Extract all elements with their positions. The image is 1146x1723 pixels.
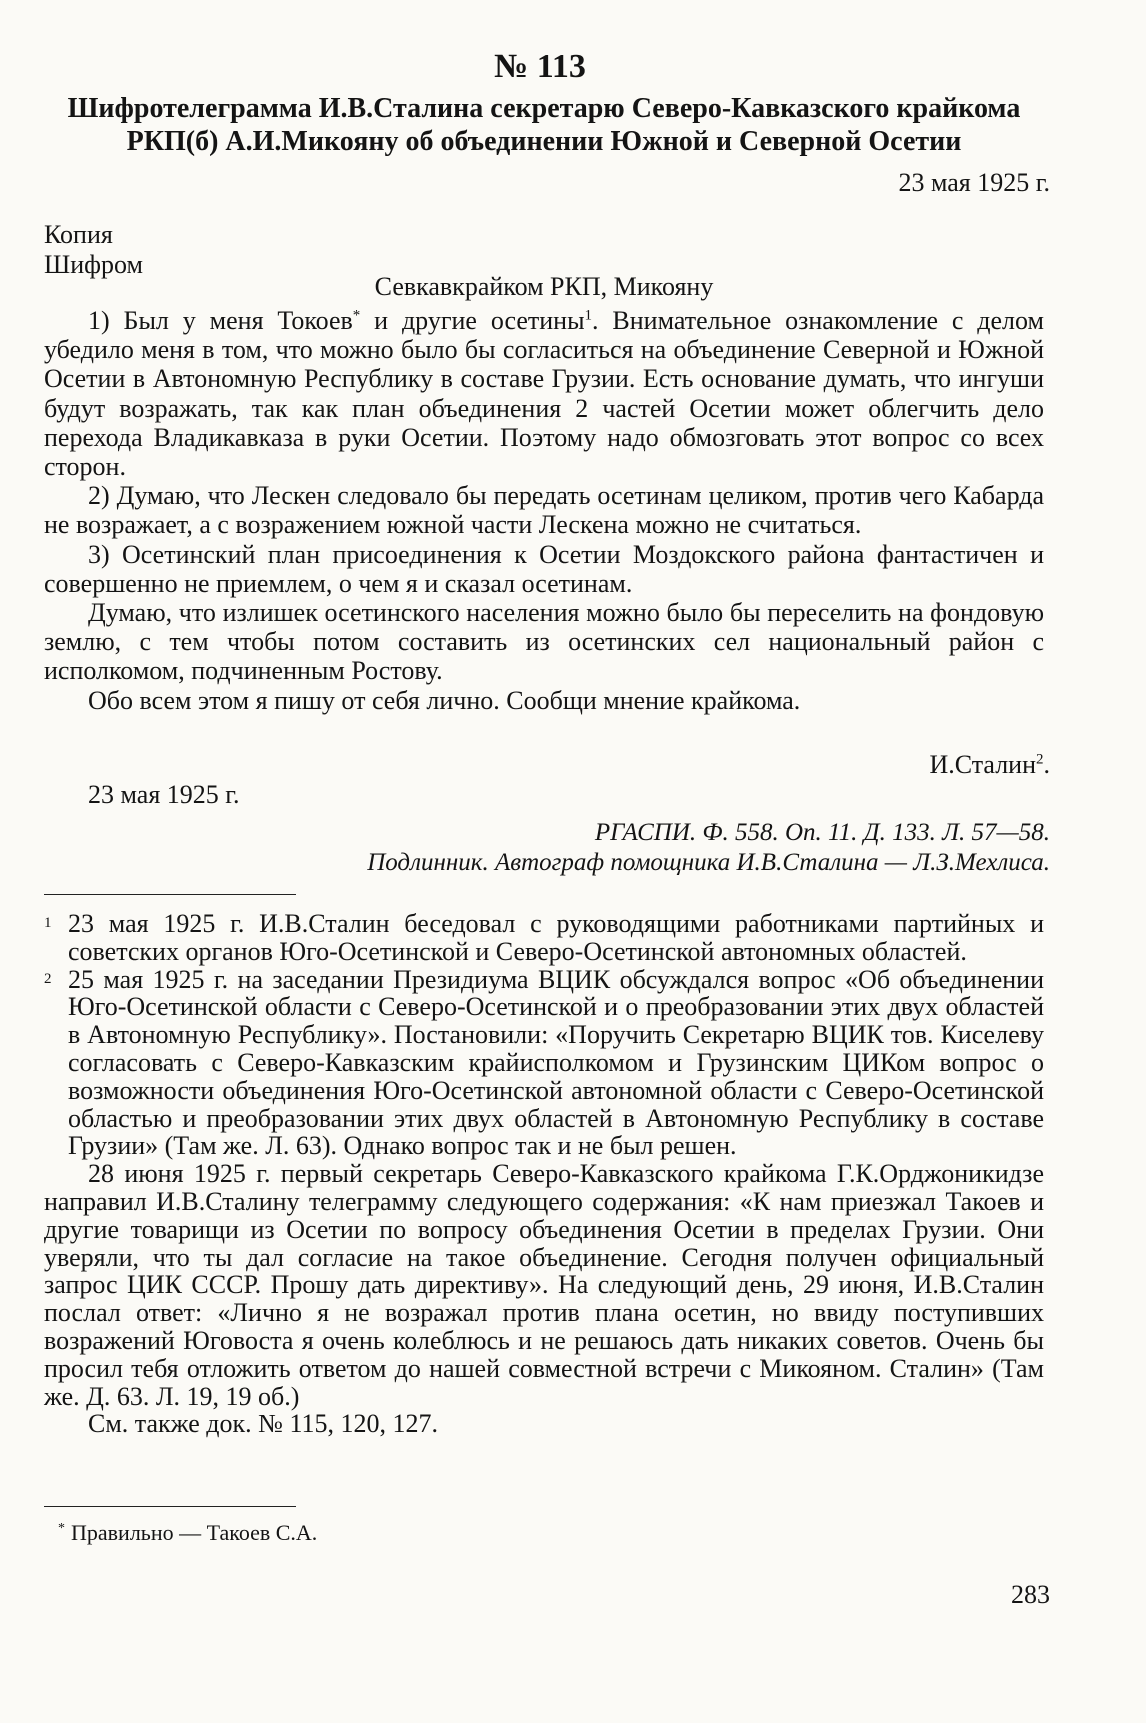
paragraph-1 — [44, 306, 1044, 481]
paragraph-1-text-b: и другие осетины — [360, 306, 585, 335]
footnote-2 — [44, 966, 1044, 1161]
document-date: 23 мая 1925 г. — [898, 168, 1050, 197]
signature — [929, 750, 1050, 780]
star-note-divider — [44, 1506, 296, 1507]
footnote-divider — [44, 894, 296, 895]
footnote-2-text: 25 мая 1925 г. на заседании Президиума ВЦИК обсуждался вопрос «Об объединении Юго-Осетинской области с Северо-Осетинской и о преобразовании этих двух областей в Автономную Республику». Постановили: «Поручить Секретарю ВЦИК тов. Киселеву согласовать с Северо-Кавказским крайисполкомом и Грузинским ЦИКом вопрос о возможности объединения Юго-Осетинской автономной области с Северо-Осетинской областью и преобразовании этих двух областей в Автономную Республику в составе Грузии» (Там же. Л. 63). Однако вопрос так и не был решен. — [68, 964, 1044, 1161]
star-footnote-mark: * — [58, 1520, 65, 1536]
footnote-2-continuation: 28 июня 1925 г. первый секретарь Северо-Кавказского крайкома Г.К.Орджоникидзе направил И.В.Сталину телеграмму следующего содержания: «К нам приезжал Такоев и другие товарищи из Осетии по вопросу объединения Осетии в пределах Грузии. Они уверяли, что ты дал согласие на такое объединение. Сегодня получен официальный запрос ЦИК СССР. Прошу дать директиву». На следующий день, 29 июня, И.В.Сталин послал ответ: «Лично я не возражал против плана осетин, но ввиду поступивших возражений Юговоста я очень колеблюсь и не решаюсь дать никаких советов. Очень бы просил тебя отложить ответом до нашей совместной встречи с Микояном. Сталин» (Там же. Д. 63. Л. 19, 19 об.) — [44, 1159, 1044, 1411]
footnote-ref-1: 1 — [584, 307, 593, 324]
paragraph-1-text-c: . Внимательное ознакомление с делом убедило меня в том, что можно было бы согласиться на объединение Северной и Южной Осетии в Автономную Республику в составе Грузии. Есть основание думать, что ингуши будут возражать, так как план объединения 2 частей Осетии может облегчить дело перехода Владикавказа в руки Осетии. Поэтому надо обмозговать этот вопрос со всех сторон. — [44, 306, 1044, 482]
archive-line-1: РГАСПИ. Ф. 558. Оп. 11. Д. 133. Л. 57—58. — [594, 819, 1050, 846]
document-title — [44, 92, 1044, 158]
footnote-ref-2: 2 — [1036, 751, 1044, 768]
paragraph-1-text-a: 1) Был у меня Токоев — [88, 306, 353, 335]
telegram-body — [44, 306, 1044, 715]
signature-period: . — [1043, 750, 1050, 779]
star-footnote — [58, 1520, 317, 1546]
footnote-1-mark: 1 — [44, 915, 52, 931]
document-number: № 113 — [494, 48, 586, 85]
footnote-2-mark: 2 — [44, 970, 52, 987]
title-line-1: Шифротелеграмма И.В.Сталина секретарю Северо-Кавказского крайкома — [67, 93, 1021, 124]
paragraph-5: Обо всем этом я пишу от себя лично. Сообщи мнение крайкома. — [88, 685, 801, 715]
copy-label: Копия — [44, 220, 113, 249]
footnote-1 — [44, 910, 1044, 966]
archive-reference — [367, 818, 1050, 878]
paragraph-4: Думаю, что излишек осетинского населения можно было бы переселить на фондовую землю, с тем чтобы потом составить из осетинских сел национальный район с исполкомом, подчиненным Ростову. — [44, 598, 1044, 686]
title-line-2: РКП(б) А.И.Микояну об объединении Южной и Северной Осетии — [126, 126, 962, 157]
signature-date: 23 мая 1925 г. — [88, 780, 240, 809]
star-footnote-text: Правильно — Такоев С.А. — [71, 1520, 318, 1545]
footnote-1-text: 23 мая 1925 г. И.В.Сталин беседовал с руководящими работниками партийных и советских органов Юго-Осетинской и Северо-Осетинской автономных областей. — [68, 909, 1044, 966]
see-also: См. также док. № 115, 120, 127. — [88, 1409, 439, 1439]
footnotes — [44, 910, 1044, 1438]
star-footnote-ref: * — [352, 307, 361, 324]
signature-name: И.Сталин — [929, 750, 1036, 779]
page-number: 283 — [1011, 1580, 1050, 1609]
cipher-label: Шифром — [44, 250, 143, 279]
paragraph-3: 3) Осетинский план присоединения к Осетии Моздокского района фантастичен и совершенно не приемлем, о чем я и сказал осетинам. — [44, 539, 1044, 598]
addressee: Севкавкрайком РКП, Микояну — [374, 272, 714, 301]
paragraph-2: 2) Думаю, что Лескен следовало бы передать осетинам целиком, против чего Кабарда не возражает, а с возражением южной части Лескена можно не считаться. — [44, 481, 1044, 540]
archive-line-2: Подлинник. Автограф помощника И.В.Сталина — Л.З.Мехлиса. — [367, 849, 1050, 876]
